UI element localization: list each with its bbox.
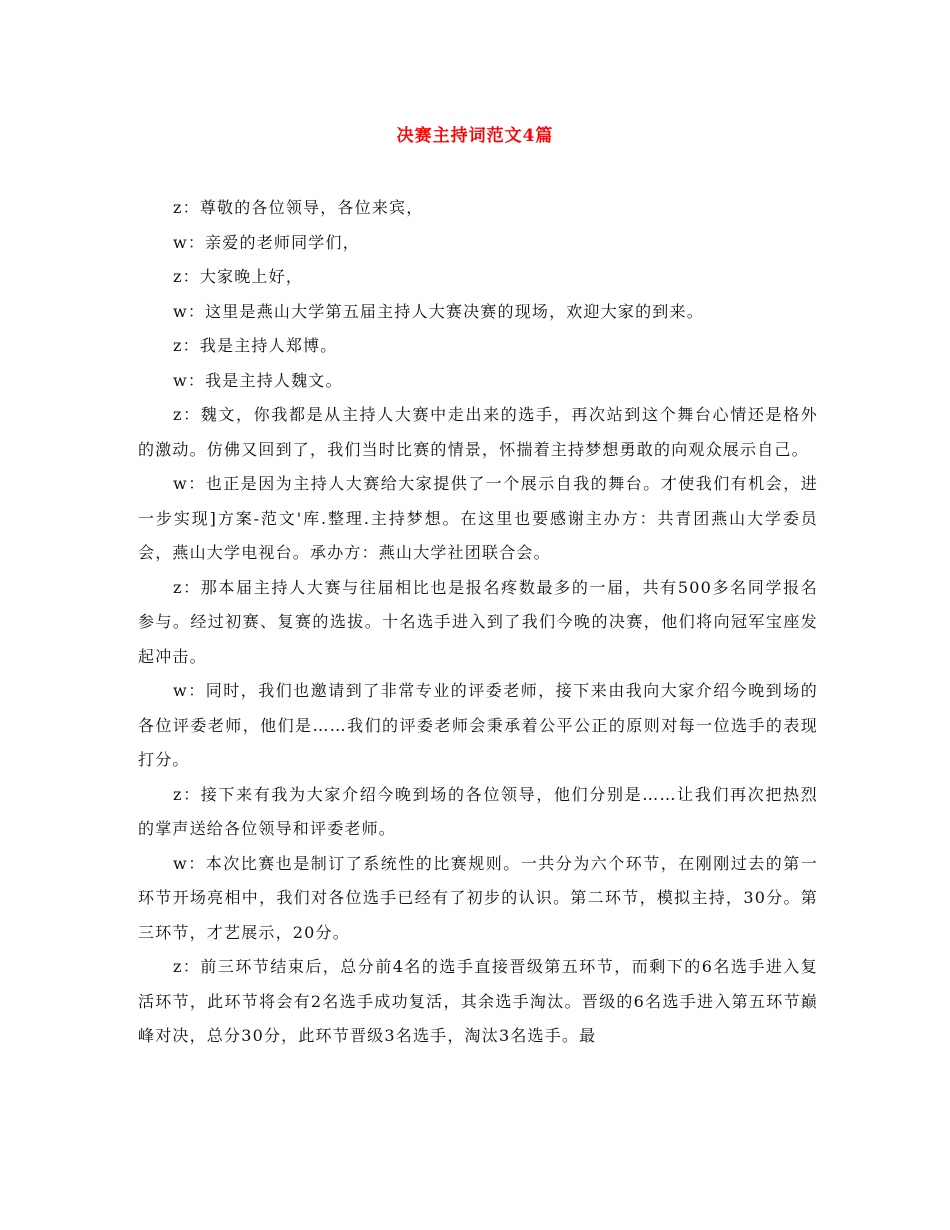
paragraph: w：也正是因为主持人大赛给大家提供了一个展示自我的舞台。才使我们有机会，进一步实现]方案-范文'库.整理.主持梦想。在这里也要感谢主办方：共青团燕山大学委员会，燕山大学电视台。承办方：燕山大学社团联合会。 [138, 474, 818, 562]
paragraph: w：我是主持人魏文。 [173, 370, 343, 390]
paragraph: w：亲爱的老师同学们， [173, 232, 360, 252]
paragraph: w：这里是燕山大学第五届主持人大赛决赛的现场，欢迎大家的到来。 [173, 301, 704, 321]
paragraph: w：同时，我们也邀请到了非常专业的评委老师，接下来由我向大家介绍今晚到场的各位评委老师，他们是……我们的评委老师会秉承着公平公正的原则对每一位选手的表现打分。 [138, 681, 818, 769]
paragraph: z：那本届主持人大赛与往届相比也是报名疼数最多的一届，共有500多名同学报名参与。经过初赛、复赛的选拔。十名选手进入到了我们今晚的决赛，他们将向冠军宝座发起冲击。 [138, 577, 818, 666]
document-body [138, 191, 818, 1054]
paragraph: z：前三环节结束后，总分前4名的选手直接晋级第五环节，而剩下的6名选手进入复活环节，此环节将会有2名选手成功复活，其余选手淘汰。晋级的6名选手进入第五环节巅峰对决，总分30分，此环节晋级3名选手，淘汰3名选手。最 [138, 957, 818, 1045]
paragraph: z：接下来有我为大家介绍今晚到场的各位领导，他们分别是……让我们再次把热烈的掌声送给各位领导和评委老师。 [138, 784, 818, 838]
document-title: 决赛主持词范文4篇 [396, 126, 554, 146]
paragraph: z：大家晚上好， [173, 267, 304, 286]
paragraph: z：我是主持人郑博。 [173, 336, 338, 355]
paragraph: z：尊敬的各位领导，各位来宾， [173, 198, 424, 217]
paragraph: w：本次比赛也是制订了系统性的比赛规则。一共分为六个环节，在刚刚过去的第一环节开场亮相中，我们对各位选手已经有了初步的认识。第二环节，模拟主持，30分。第三环节，才艺展示，20分。 [138, 853, 818, 942]
paragraph: z：魏文，你我都是从主持人大赛中走出来的选手，再次站到这个舞台心情还是格外的激动。仿佛又回到了，我们当时比赛的情景，怀揣着主持梦想勇敢的向观众展示自己。 [138, 405, 818, 459]
